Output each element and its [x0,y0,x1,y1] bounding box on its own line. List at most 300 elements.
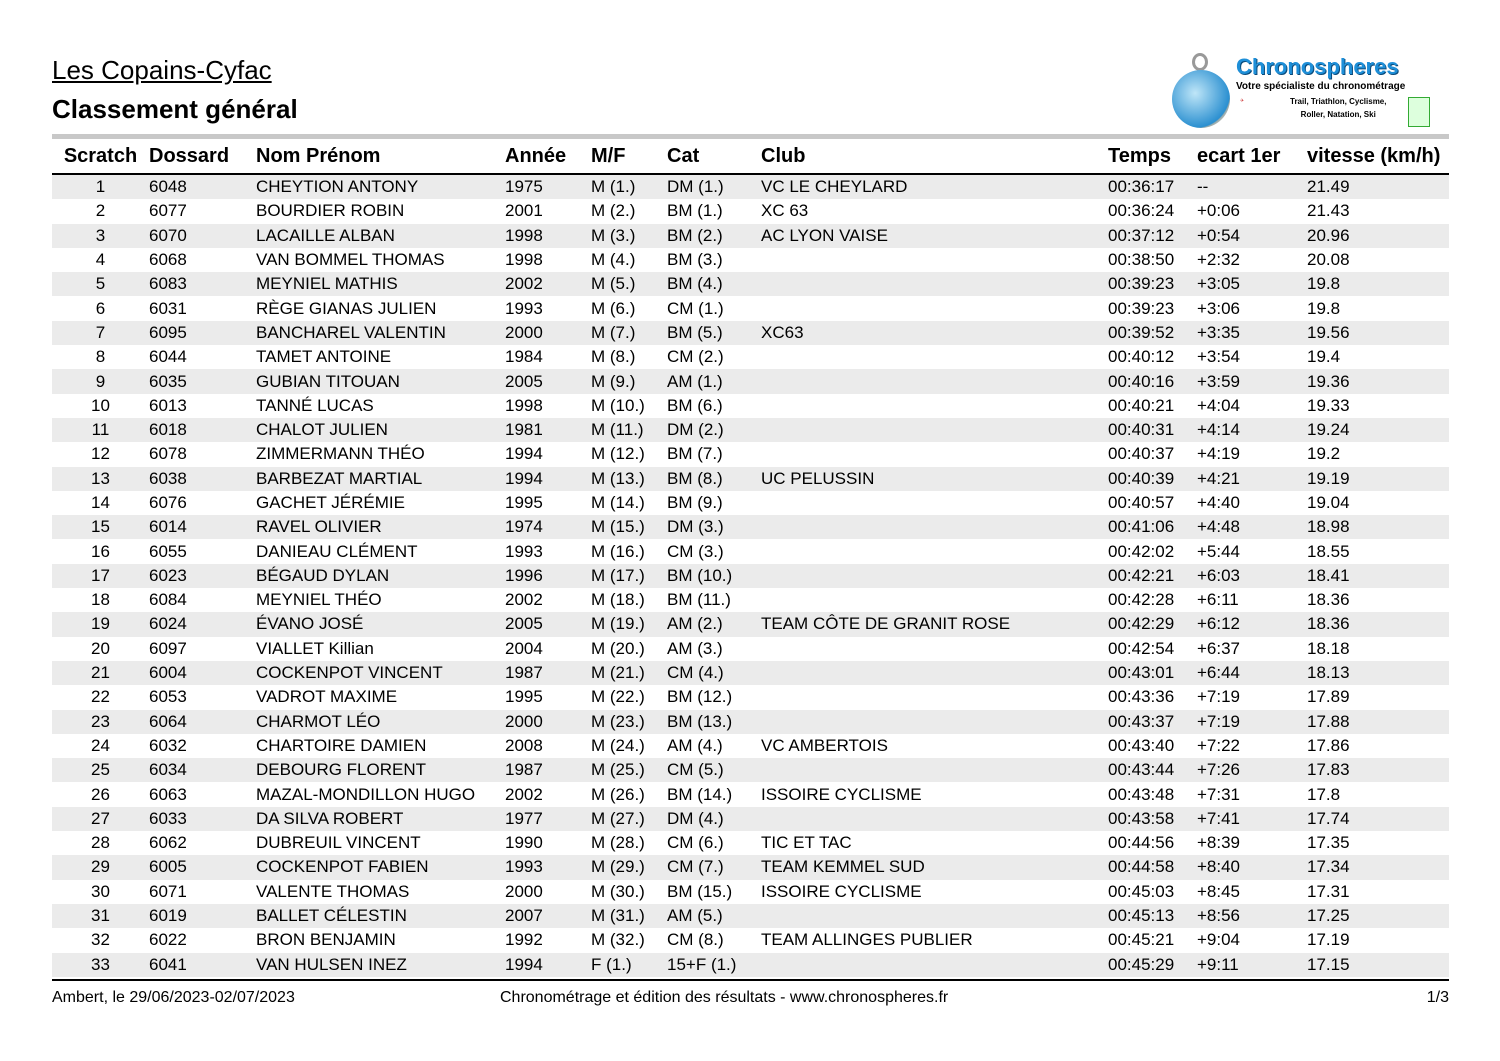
cell-vitesse: 18.36 [1307,614,1350,634]
cell-sexe: M (30.) [591,881,645,901]
cell-scratch: 7 [95,322,106,342]
table-row [52,369,1449,393]
cell-sexe: M (13.) [591,468,645,488]
cell-scratch: 30 [91,881,110,901]
cell-dossard: 6024 [149,614,187,634]
cell-annee: 1998 [505,250,543,270]
cell-scratch: 8 [95,347,106,367]
table-row [52,248,1449,272]
cell-annee: 1995 [505,493,543,512]
logo-sports-line1: Trail, Triathlon, Cyclisme, [1290,97,1387,106]
cell-scratch: 22 [91,687,110,707]
table-row [52,321,1449,345]
cell-temps: 00:39:52 [1108,322,1175,342]
cell-nom-prenom: RÈGE GIANAS JULIEN [256,298,437,318]
cell-vitesse: 19.33 [1307,395,1350,415]
cell-annee: 1974 [505,517,543,537]
cell-temps: 00:44:58 [1108,857,1175,877]
logo-brand: Chronospheres [1236,54,1399,79]
table-row [52,758,1449,782]
cell-cat: CM (3.) [667,541,724,561]
cell-cat: CM (4.) [667,663,724,683]
cell-cat: BM (12.) [667,687,733,707]
cell-sexe: M (4.) [591,250,636,270]
cell-annee: 1994 [505,954,543,974]
cell-cat: DM (2.) [667,420,724,440]
cell-dossard: 6068 [149,250,187,270]
cell-club [761,564,1108,588]
cell-vitesse: 18.41 [1307,565,1350,585]
cell-dossard: 6005 [149,857,187,877]
cell-vitesse: 17.25 [1307,906,1350,926]
cell-scratch: 31 [91,906,110,926]
table-row [52,612,1449,636]
cell-cat: BM (3.) [667,250,723,270]
cell-nom-prenom: BARBEZAT MARTIAL [256,468,423,488]
cell-club: TEAM KEMMEL SUD [761,857,925,877]
cell-dossard: 6062 [149,833,187,853]
cell-sexe: M (29.) [591,857,645,877]
cell-temps: 00:38:50 [1108,250,1175,270]
label-logo [1408,97,1430,127]
cell-club [761,369,1108,393]
cell-cat: AM (1.) [667,371,723,391]
cell-ecart: +7:19 [1197,711,1241,731]
cell-dossard: 6076 [149,493,187,512]
cell-club [761,296,1108,320]
cell-annee: 1975 [505,177,543,197]
cell-scratch: 10 [91,395,110,415]
cell-annee: 2005 [505,371,543,391]
cell-club [761,345,1108,369]
cell-vitesse: 19.2 [1307,444,1341,464]
column-header-vitesse: vitesse (km/h) [1307,143,1449,174]
cell-dossard: 6097 [149,638,187,658]
cell-annee: 2002 [505,274,543,294]
cell-scratch: 13 [91,468,110,488]
cell-vitesse: 19.8 [1307,274,1341,294]
cell-ecart: +0:54 [1197,225,1241,245]
cell-nom-prenom: VAN BOMMEL THOMAS [256,250,445,270]
cell-temps: 00:36:17 [1108,177,1175,197]
cell-temps: 00:36:24 [1108,201,1175,221]
cell-sexe: M (21.) [591,663,645,683]
cell-temps: 00:43:48 [1108,784,1175,804]
page-number: 1/3 [1426,989,1449,1006]
cell-dossard: 6022 [149,930,187,950]
cell-scratch: 32 [91,930,110,950]
cell-ecart: +6:37 [1197,638,1241,658]
cell-ecart: +4:04 [1197,395,1241,415]
cell-scratch: 9 [95,371,106,391]
cell-cat: BM (8.) [667,468,723,488]
cell-cat: AM (4.) [667,735,723,755]
cell-club [761,515,1108,539]
cell-nom-prenom: ZIMMERMANN THÉO [256,444,425,464]
cell-sexe: M (31.) [591,906,645,926]
cell-annee: 2001 [505,201,543,221]
cell-ecart: +4:21 [1197,468,1241,488]
cell-sexe: M (7.) [591,322,636,342]
cell-scratch: 16 [91,541,110,561]
event-title-link[interactable]: Les Copains-Cyfac [52,55,272,85]
cell-dossard: 6033 [149,808,187,828]
cell-temps: 00:43:36 [1108,687,1175,707]
cell-scratch: 17 [91,565,110,585]
cell-nom-prenom: LACAILLE ALBAN [256,225,395,245]
cell-cat: CM (2.) [667,347,724,367]
cell-temps: 00:42:21 [1108,565,1175,585]
cell-ecart: +8:39 [1197,833,1241,853]
cell-nom-prenom: RAVEL OLIVIER [256,517,382,537]
table-row [52,442,1449,466]
cell-dossard: 6019 [149,906,187,926]
chronospheres-logo [1170,50,1440,132]
cell-annee: 2002 [505,784,543,804]
cell-nom-prenom: DEBOURG FLORENT [256,760,427,780]
cell-club: TEAM ALLINGES PUBLIER [761,930,973,950]
cell-sexe: M (2.) [591,201,636,221]
column-header-dossard: Dossard [149,143,256,174]
cell-ecart: +4:19 [1197,444,1241,464]
cell-temps: 00:43:44 [1108,760,1175,780]
cell-temps: 00:45:13 [1108,906,1175,926]
cell-nom-prenom: CHARTOIRE DAMIEN [256,735,427,755]
cell-nom-prenom: VIALLET Killian [256,638,374,658]
table-row [52,637,1449,661]
cell-vitesse: 19.56 [1307,322,1350,342]
cell-nom-prenom: CHARMOT LÉO [256,711,381,731]
cell-club [761,661,1108,685]
table-row [52,710,1449,734]
cell-club [761,248,1108,272]
cell-vitesse: 17.88 [1307,711,1350,731]
cell-club [761,758,1108,782]
cell-cat: DM (4.) [667,808,724,828]
table-row [52,467,1449,491]
cell-vitesse: 17.34 [1307,857,1350,877]
cell-temps: 00:45:21 [1108,930,1175,950]
cell-vitesse: 19.24 [1307,420,1350,440]
cell-nom-prenom: COCKENPOT VINCENT [256,663,443,683]
cell-ecart: +8:45 [1197,881,1241,901]
cell-ecart: -- [1197,177,1209,197]
cell-club: VC LE CHEYLARD [761,177,908,197]
cell-sexe: M (26.) [591,784,645,804]
cell-vitesse: 20.08 [1307,250,1350,270]
column-header-annee: Année [505,143,591,174]
cell-temps: 00:40:57 [1108,493,1175,512]
cell-temps: 00:43:40 [1108,735,1175,755]
cell-sexe: M (23.) [591,711,645,731]
cell-sexe: F (1.) [591,954,632,974]
cell-scratch: 14 [91,493,110,512]
cell-nom-prenom: BRON BENJAMIN [256,930,396,950]
cell-dossard: 6048 [149,177,187,197]
table-row [52,515,1449,539]
column-header-sexe: M/F [591,143,667,174]
cell-sexe: M (3.) [591,225,636,245]
table-row [52,685,1449,709]
cell-ecart: +4:40 [1197,493,1241,512]
cell-temps: 00:37:12 [1108,225,1175,245]
cell-cat: BM (9.) [667,493,723,512]
cell-nom-prenom: TANNÉ LUCAS [256,395,374,415]
cell-ecart: +8:40 [1197,857,1241,877]
cell-vitesse: 17.89 [1307,687,1350,707]
cell-vitesse: 18.18 [1307,638,1350,658]
cell-sexe: M (24.) [591,735,645,755]
cell-annee: 1993 [505,541,543,561]
cell-dossard: 6077 [149,201,187,221]
cell-ecart: +3:06 [1197,298,1241,318]
cell-dossard: 6041 [149,954,187,974]
cell-scratch: 11 [91,420,110,440]
cell-ecart: +9:04 [1197,930,1241,950]
cell-cat: CM (1.) [667,298,724,318]
cell-ecart: +4:48 [1197,517,1241,537]
cell-vitesse: 17.74 [1307,808,1350,828]
cell-vitesse: 17.83 [1307,760,1350,780]
logo-sports-line2: Roller, Natation, Ski [1300,110,1376,119]
cell-cat: BM (11.) [667,590,731,610]
cell-vitesse: 19.19 [1307,468,1350,488]
cell-ecart: +3:35 [1197,322,1241,342]
cell-club: XC63 [761,322,804,342]
table-row [52,880,1449,904]
cell-club [761,637,1108,661]
cell-scratch: 2 [95,201,106,221]
cell-club: XC 63 [761,201,809,221]
triathlon-federation-logo: ✈ [1240,98,1245,104]
cell-scratch: 15 [91,517,110,537]
cell-sexe: M (14.) [591,493,645,512]
cell-club: VC AMBERTOIS [761,735,888,755]
cell-vitesse: 17.86 [1307,735,1350,755]
cell-cat: BM (13.) [667,711,733,731]
footer-credits: Chronométrage et édition des résultats - www.chronospheres.fr [500,989,949,1006]
cell-annee: 2004 [505,638,543,658]
table-row [52,953,1449,977]
cell-sexe: M (16.) [591,541,645,561]
cell-dossard: 6032 [149,735,187,755]
cell-cat: BM (7.) [667,444,723,464]
cell-scratch: 20 [91,638,110,658]
cell-annee: 1993 [505,298,543,318]
cell-vitesse: 18.55 [1307,541,1350,561]
cell-vitesse: 17.35 [1307,833,1350,853]
cell-temps: 00:44:56 [1108,833,1175,853]
cell-temps: 00:40:31 [1108,420,1175,440]
cell-sexe: M (17.) [591,565,645,585]
cell-scratch: 27 [91,808,110,828]
header-divider [52,134,1449,139]
cell-ecart: +8:56 [1197,906,1241,926]
cell-temps: 00:40:39 [1108,468,1175,488]
cell-sexe: M (19.) [591,614,645,634]
cell-annee: 1994 [505,444,543,464]
cell-temps: 00:40:21 [1108,395,1175,415]
cell-scratch: 12 [91,444,110,464]
cell-temps: 00:45:03 [1108,881,1175,901]
cell-cat: CM (5.) [667,760,724,780]
cell-scratch: 19 [91,614,110,634]
cell-annee: 1987 [505,663,543,683]
cell-sexe: M (8.) [591,347,636,367]
cell-dossard: 6004 [149,663,187,683]
cell-nom-prenom: BALLET CÉLESTIN [256,906,407,926]
cell-vitesse: 17.8 [1307,784,1341,804]
cell-cat: DM (1.) [667,177,724,197]
cell-dossard: 6035 [149,371,187,391]
table-row [52,174,1449,199]
table-row [52,394,1449,418]
cell-annee: 1987 [505,760,543,780]
cell-nom-prenom: BÉGAUD DYLAN [256,565,390,585]
cell-vitesse: 19.04 [1307,493,1350,512]
cell-nom-prenom: MAZAL-MONDILLON HUGO [256,784,476,804]
cell-ecart: +7:31 [1197,784,1241,804]
table-row [52,588,1449,612]
cell-scratch: 18 [91,590,110,610]
cell-vitesse: 20.96 [1307,225,1350,245]
table-row [52,734,1449,758]
cell-dossard: 6084 [149,590,187,610]
cell-nom-prenom: DA SILVA ROBERT [256,808,404,828]
cell-nom-prenom: ÉVANO JOSÉ [256,614,364,634]
cell-scratch: 21 [91,663,110,683]
cell-ecart: +6:11 [1197,590,1239,610]
cell-sexe: M (15.) [591,517,645,537]
footer-location-date: Ambert, le 29/06/2023-02/07/2023 [52,989,295,1006]
cell-club: UC PELUSSIN [761,468,875,488]
cell-sexe: M (5.) [591,274,636,294]
cell-cat: BM (1.) [667,201,723,221]
cell-dossard: 6078 [149,444,187,464]
cell-club [761,710,1108,734]
cell-scratch: 25 [91,760,110,780]
cell-ecart: +7:22 [1197,735,1241,755]
cell-sexe: M (28.) [591,833,645,853]
cell-temps: 00:40:37 [1108,444,1175,464]
footer-divider [52,979,1449,981]
cell-annee: 1977 [505,808,543,828]
cell-annee: 2005 [505,614,543,634]
cell-temps: 00:41:06 [1108,517,1175,537]
cell-temps: 00:43:01 [1108,663,1175,683]
cell-vitesse: 17.15 [1307,954,1350,974]
cell-nom-prenom: CHEYTION ANTONY [256,177,419,197]
column-header-temps: Temps [1108,143,1197,174]
cell-sexe: M (27.) [591,808,645,828]
cell-dossard: 6064 [149,711,187,731]
cell-club [761,418,1108,442]
cell-cat: DM (3.) [667,517,724,537]
cell-dossard: 6071 [149,881,187,901]
cell-ecart: +3:59 [1197,371,1241,391]
cell-temps: 00:43:37 [1108,711,1175,731]
column-header-ecart: ecart 1er [1197,143,1307,174]
cell-ecart: +6:44 [1197,663,1241,683]
cell-dossard: 6031 [149,298,187,318]
table-row [52,345,1449,369]
cell-annee: 1998 [505,225,543,245]
cell-scratch: 29 [91,857,110,877]
cell-cat: BM (5.) [667,322,723,342]
cell-scratch: 5 [95,274,106,294]
cell-dossard: 6018 [149,420,187,440]
cell-club: TEAM CÔTE DE GRANIT ROSE [761,614,1011,634]
cell-dossard: 6083 [149,274,187,294]
cell-ecart: +7:19 [1197,687,1241,707]
cell-vitesse: 17.19 [1307,930,1350,950]
cell-scratch: 3 [95,225,106,245]
cell-cat: CM (6.) [667,833,724,853]
cell-ecart: +7:26 [1197,760,1241,780]
cell-cat: BM (15.) [667,881,733,901]
cell-scratch: 23 [91,711,110,731]
table-row [52,418,1449,442]
cell-annee: 1998 [505,395,543,415]
cell-temps: 00:42:29 [1108,614,1175,634]
cell-temps: 00:39:23 [1108,274,1175,294]
cell-sexe: M (11.) [591,420,644,440]
cell-annee: 1992 [505,930,543,950]
cell-annee: 1995 [505,687,543,707]
table-row [52,807,1449,831]
cell-sexe: M (1.) [591,177,636,197]
cell-annee: 1994 [505,468,543,488]
table-row [52,904,1449,928]
cell-nom-prenom: BANCHAREL VALENTIN [256,322,446,342]
column-header-club: Club [761,143,1108,174]
stopwatch-icon [1192,53,1208,71]
cell-temps: 00:43:58 [1108,808,1175,828]
cell-sexe: M (9.) [591,371,636,391]
cell-vitesse: 21.43 [1307,201,1350,221]
cell-temps: 00:40:12 [1108,347,1175,367]
cell-cat: 15+F (1.) [667,954,737,974]
table-row [52,224,1449,248]
cell-dossard: 6013 [149,395,187,415]
cell-ecart: +3:05 [1197,274,1241,294]
cell-scratch: 26 [91,784,110,804]
cell-cat: AM (3.) [667,638,723,658]
cell-cat: CM (7.) [667,857,724,877]
logo-tagline: Votre spécialiste du chronométrage [1236,81,1406,92]
cell-annee: 2007 [505,906,543,926]
cell-sexe: M (20.) [591,638,645,658]
table-row [52,855,1449,879]
cell-ecart: +4:14 [1197,420,1241,440]
cell-dossard: 6023 [149,565,187,585]
column-header-cat: Cat [667,143,761,174]
cell-annee: 1990 [505,833,543,853]
cell-club [761,539,1108,563]
cell-dossard: 6063 [149,784,187,804]
logo-sports [1290,95,1386,121]
cell-dossard: 6014 [149,517,187,537]
cell-dossard: 6055 [149,541,187,561]
cell-club [761,904,1108,928]
cell-temps: 00:40:16 [1108,371,1175,391]
cell-annee: 2008 [505,735,543,755]
cell-club [761,272,1108,296]
cell-nom-prenom: TAMET ANTOINE [256,347,392,367]
page-title: Classement général [52,94,298,124]
cell-temps: 00:42:02 [1108,541,1175,561]
cell-annee: 1984 [505,347,543,367]
